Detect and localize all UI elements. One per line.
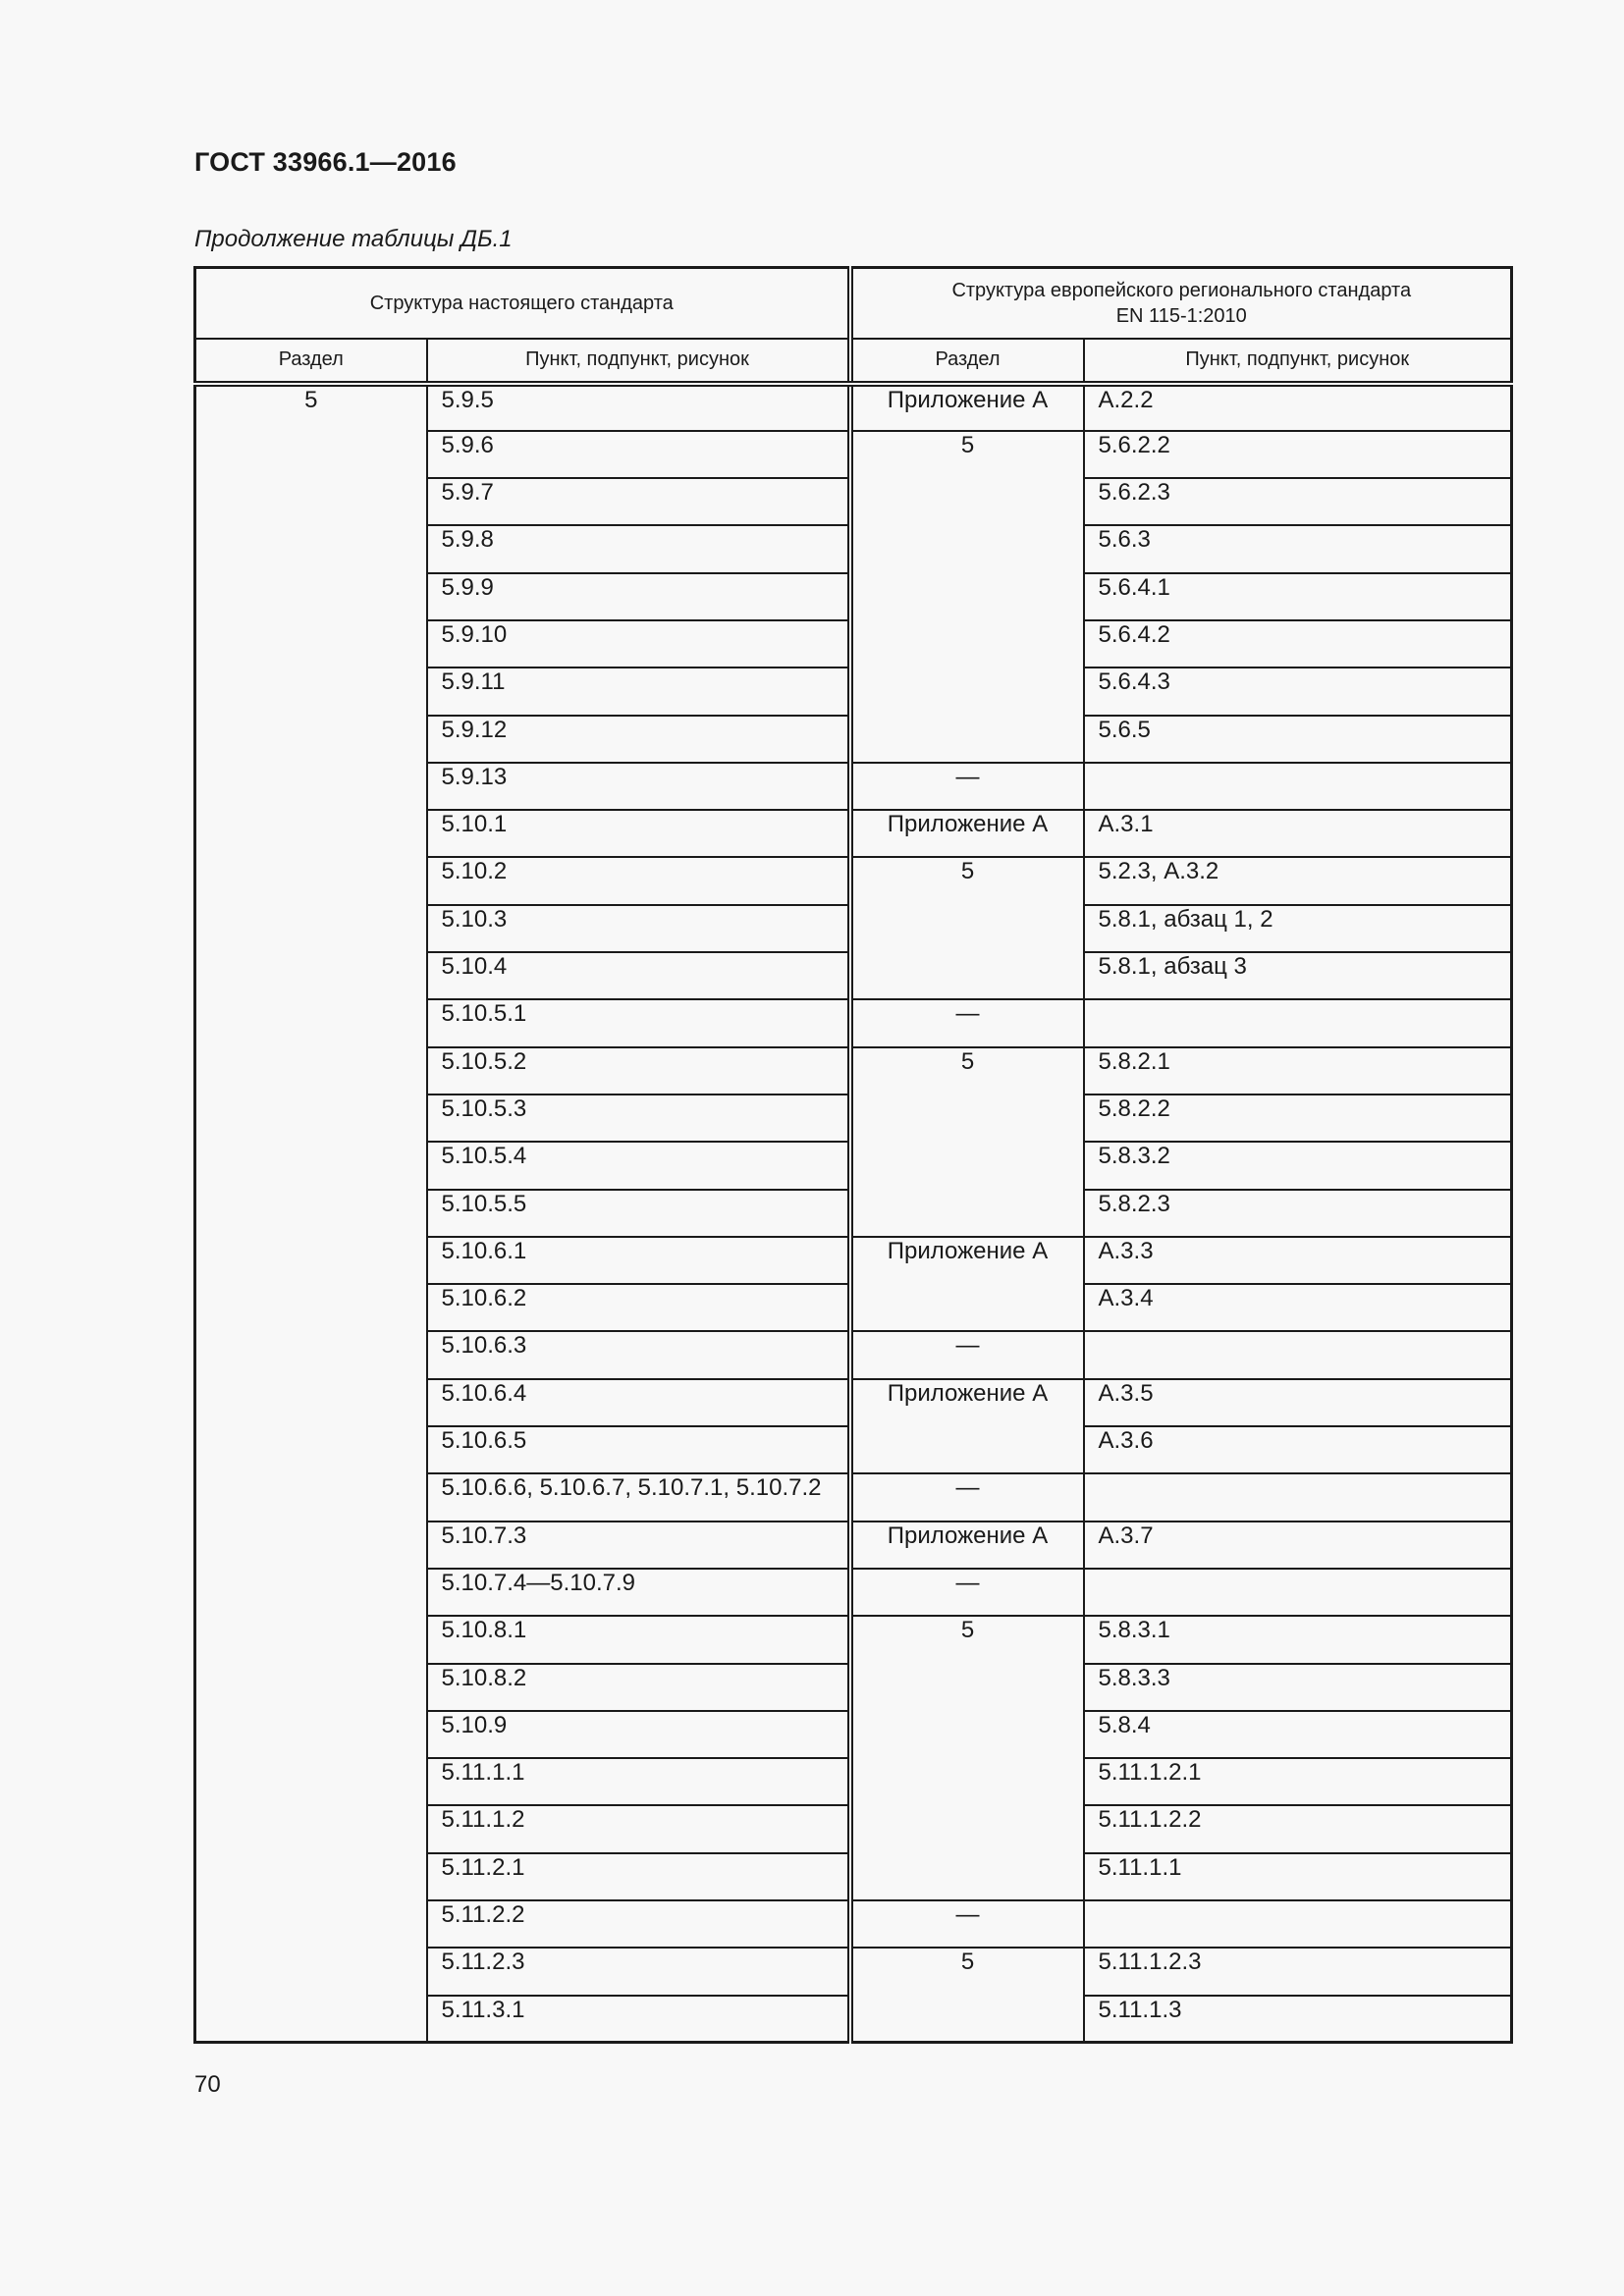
cell-clause-eu: 5.11.1.1 <box>1084 1853 1512 1900</box>
cell-clause: 5.9.10 <box>427 620 850 667</box>
cell-clause-eu <box>1084 763 1512 810</box>
cell-clause-eu: 5.11.1.2.3 <box>1084 1948 1512 1995</box>
cell-clause: 5.10.1 <box>427 810 850 857</box>
cell-clause: 5.9.8 <box>427 525 850 572</box>
column-header-section-eu: Раздел <box>850 339 1084 384</box>
cell-clause-eu: 5.8.2.1 <box>1084 1047 1512 1095</box>
cell-clause-eu: 5.6.3 <box>1084 525 1512 572</box>
cell-clause: 5.11.2.2 <box>427 1900 850 1948</box>
cell-clause: 5.10.4 <box>427 952 850 999</box>
table-body <box>195 384 1512 2043</box>
cell-clause: 5.9.6 <box>427 431 850 478</box>
cell-clause: 5.10.5.3 <box>427 1095 850 1142</box>
cell-clause-eu: 5.6.5 <box>1084 716 1512 763</box>
cell-clause: 5.10.9 <box>427 1711 850 1758</box>
column-header-section: Раздел <box>195 339 427 384</box>
cell-clause: 5.10.8.1 <box>427 1616 850 1663</box>
cell-clause-eu: А.3.6 <box>1084 1426 1512 1473</box>
cell-section-eu: — <box>850 1331 1084 1378</box>
cell-section-eu: — <box>850 1900 1084 1948</box>
correspondence-table <box>193 266 1513 2044</box>
cell-clause-eu: 5.11.1.2.1 <box>1084 1758 1512 1805</box>
cell-clause: 5.9.5 <box>427 384 850 431</box>
cell-clause-eu: 5.8.1, абзац 1, 2 <box>1084 905 1512 952</box>
cell-clause: 5.10.7.4—5.10.7.9 <box>427 1569 850 1616</box>
cell-clause-eu <box>1084 1900 1512 1948</box>
cell-clause-eu: 5.8.3.1 <box>1084 1616 1512 1663</box>
cell-clause-eu: 5.6.2.3 <box>1084 478 1512 525</box>
cell-clause-eu: А.3.1 <box>1084 810 1512 857</box>
cell-clause-eu <box>1084 1473 1512 1521</box>
cell-section-eu: 5 <box>850 1047 1084 1237</box>
cell-section-eu: Приложение А <box>850 1379 1084 1474</box>
cell-clause-eu: 5.8.2.2 <box>1084 1095 1512 1142</box>
cell-section-eu: Приложение А <box>850 1522 1084 1569</box>
column-header-clause: Пункт, подпункт, рисунок <box>427 339 850 384</box>
cell-section-eu: — <box>850 763 1084 810</box>
group-header-european-line2: EN 115-1:2010 <box>1115 304 1247 327</box>
cell-clause-eu: 5.6.4.3 <box>1084 667 1512 715</box>
cell-clause: 5.10.2 <box>427 857 850 904</box>
cell-clause: 5.10.6.4 <box>427 1379 850 1426</box>
group-header-national: Структура настоящего стандарта <box>195 268 850 339</box>
cell-section-eu: — <box>850 999 1084 1046</box>
cell-clause-eu: 5.8.2.3 <box>1084 1190 1512 1237</box>
cell-clause-eu: А.3.4 <box>1084 1284 1512 1331</box>
cell-clause: 5.10.6.2 <box>427 1284 850 1331</box>
cell-clause-eu: 5.2.3, А.3.2 <box>1084 857 1512 904</box>
group-header-european <box>850 268 1512 339</box>
document-title: ГОСТ 33966.1—2016 <box>194 147 457 177</box>
cell-clause-eu: 5.8.3.2 <box>1084 1142 1512 1189</box>
cell-clause: 5.10.6.3 <box>427 1331 850 1378</box>
cell-section-eu: 5 <box>850 857 1084 999</box>
group-header-european-line1: Структура европейского регионального стандарта <box>951 279 1412 301</box>
cell-clause: 5.9.9 <box>427 573 850 620</box>
cell-section-eu: Приложение А <box>850 384 1084 431</box>
cell-clause-eu <box>1084 1331 1512 1378</box>
cell-clause-eu: 5.11.1.3 <box>1084 1996 1512 2043</box>
cell-clause-eu: 5.6.4.2 <box>1084 620 1512 667</box>
cell-clause-eu: 5.11.1.2.2 <box>1084 1805 1512 1852</box>
cell-section-eu: — <box>850 1473 1084 1521</box>
cell-section-eu: 5 <box>850 1616 1084 1900</box>
cell-clause: 5.10.6.5 <box>427 1426 850 1473</box>
cell-section-eu: Приложение А <box>850 810 1084 857</box>
cell-section-eu: 5 <box>850 431 1084 763</box>
cell-section-eu: — <box>850 1569 1084 1616</box>
cell-clause-eu: А.3.5 <box>1084 1379 1512 1426</box>
cell-clause-eu: А.3.7 <box>1084 1522 1512 1569</box>
cell-clause: 5.10.5.2 <box>427 1047 850 1095</box>
cell-clause-eu: 5.6.4.1 <box>1084 573 1512 620</box>
cell-clause-eu: А.2.2 <box>1084 384 1512 431</box>
column-header-clause-eu: Пункт, подпункт, рисунок <box>1084 339 1512 384</box>
cell-clause: 5.9.7 <box>427 478 850 525</box>
cell-clause-eu <box>1084 999 1512 1046</box>
cell-clause: 5.11.3.1 <box>427 1996 850 2043</box>
cell-clause: 5.9.12 <box>427 716 850 763</box>
cell-clause: 5.11.1.2 <box>427 1805 850 1852</box>
cell-clause-eu: 5.8.3.3 <box>1084 1664 1512 1711</box>
cell-clause-eu: 5.8.4 <box>1084 1711 1512 1758</box>
cell-clause: 5.11.2.1 <box>427 1853 850 1900</box>
cell-clause: 5.10.8.2 <box>427 1664 850 1711</box>
cell-clause: 5.10.5.4 <box>427 1142 850 1189</box>
table-caption: Продолжение таблицы ДБ.1 <box>194 226 513 252</box>
cell-clause: 5.10.7.3 <box>427 1522 850 1569</box>
cell-clause: 5.10.6.6, 5.10.6.7, 5.10.7.1, 5.10.7.2 <box>427 1473 850 1521</box>
cell-clause: 5.10.3 <box>427 905 850 952</box>
cell-section: 5 <box>195 384 427 2043</box>
cell-clause-eu: А.3.3 <box>1084 1237 1512 1284</box>
cell-clause: 5.11.1.1 <box>427 1758 850 1805</box>
cell-section-eu: Приложение А <box>850 1237 1084 1332</box>
cell-clause-eu: 5.8.1, абзац 3 <box>1084 952 1512 999</box>
cell-clause: 5.10.6.1 <box>427 1237 850 1284</box>
cell-section-eu: 5 <box>850 1948 1084 2043</box>
cell-clause: 5.10.5.1 <box>427 999 850 1046</box>
cell-clause: 5.10.5.5 <box>427 1190 850 1237</box>
cell-clause: 5.9.11 <box>427 667 850 715</box>
cell-clause: 5.11.2.3 <box>427 1948 850 1995</box>
page-number: 70 <box>194 2071 221 2098</box>
cell-clause-eu: 5.6.2.2 <box>1084 431 1512 478</box>
cell-clause: 5.9.13 <box>427 763 850 810</box>
cell-clause-eu <box>1084 1569 1512 1616</box>
table-row <box>195 384 1512 431</box>
